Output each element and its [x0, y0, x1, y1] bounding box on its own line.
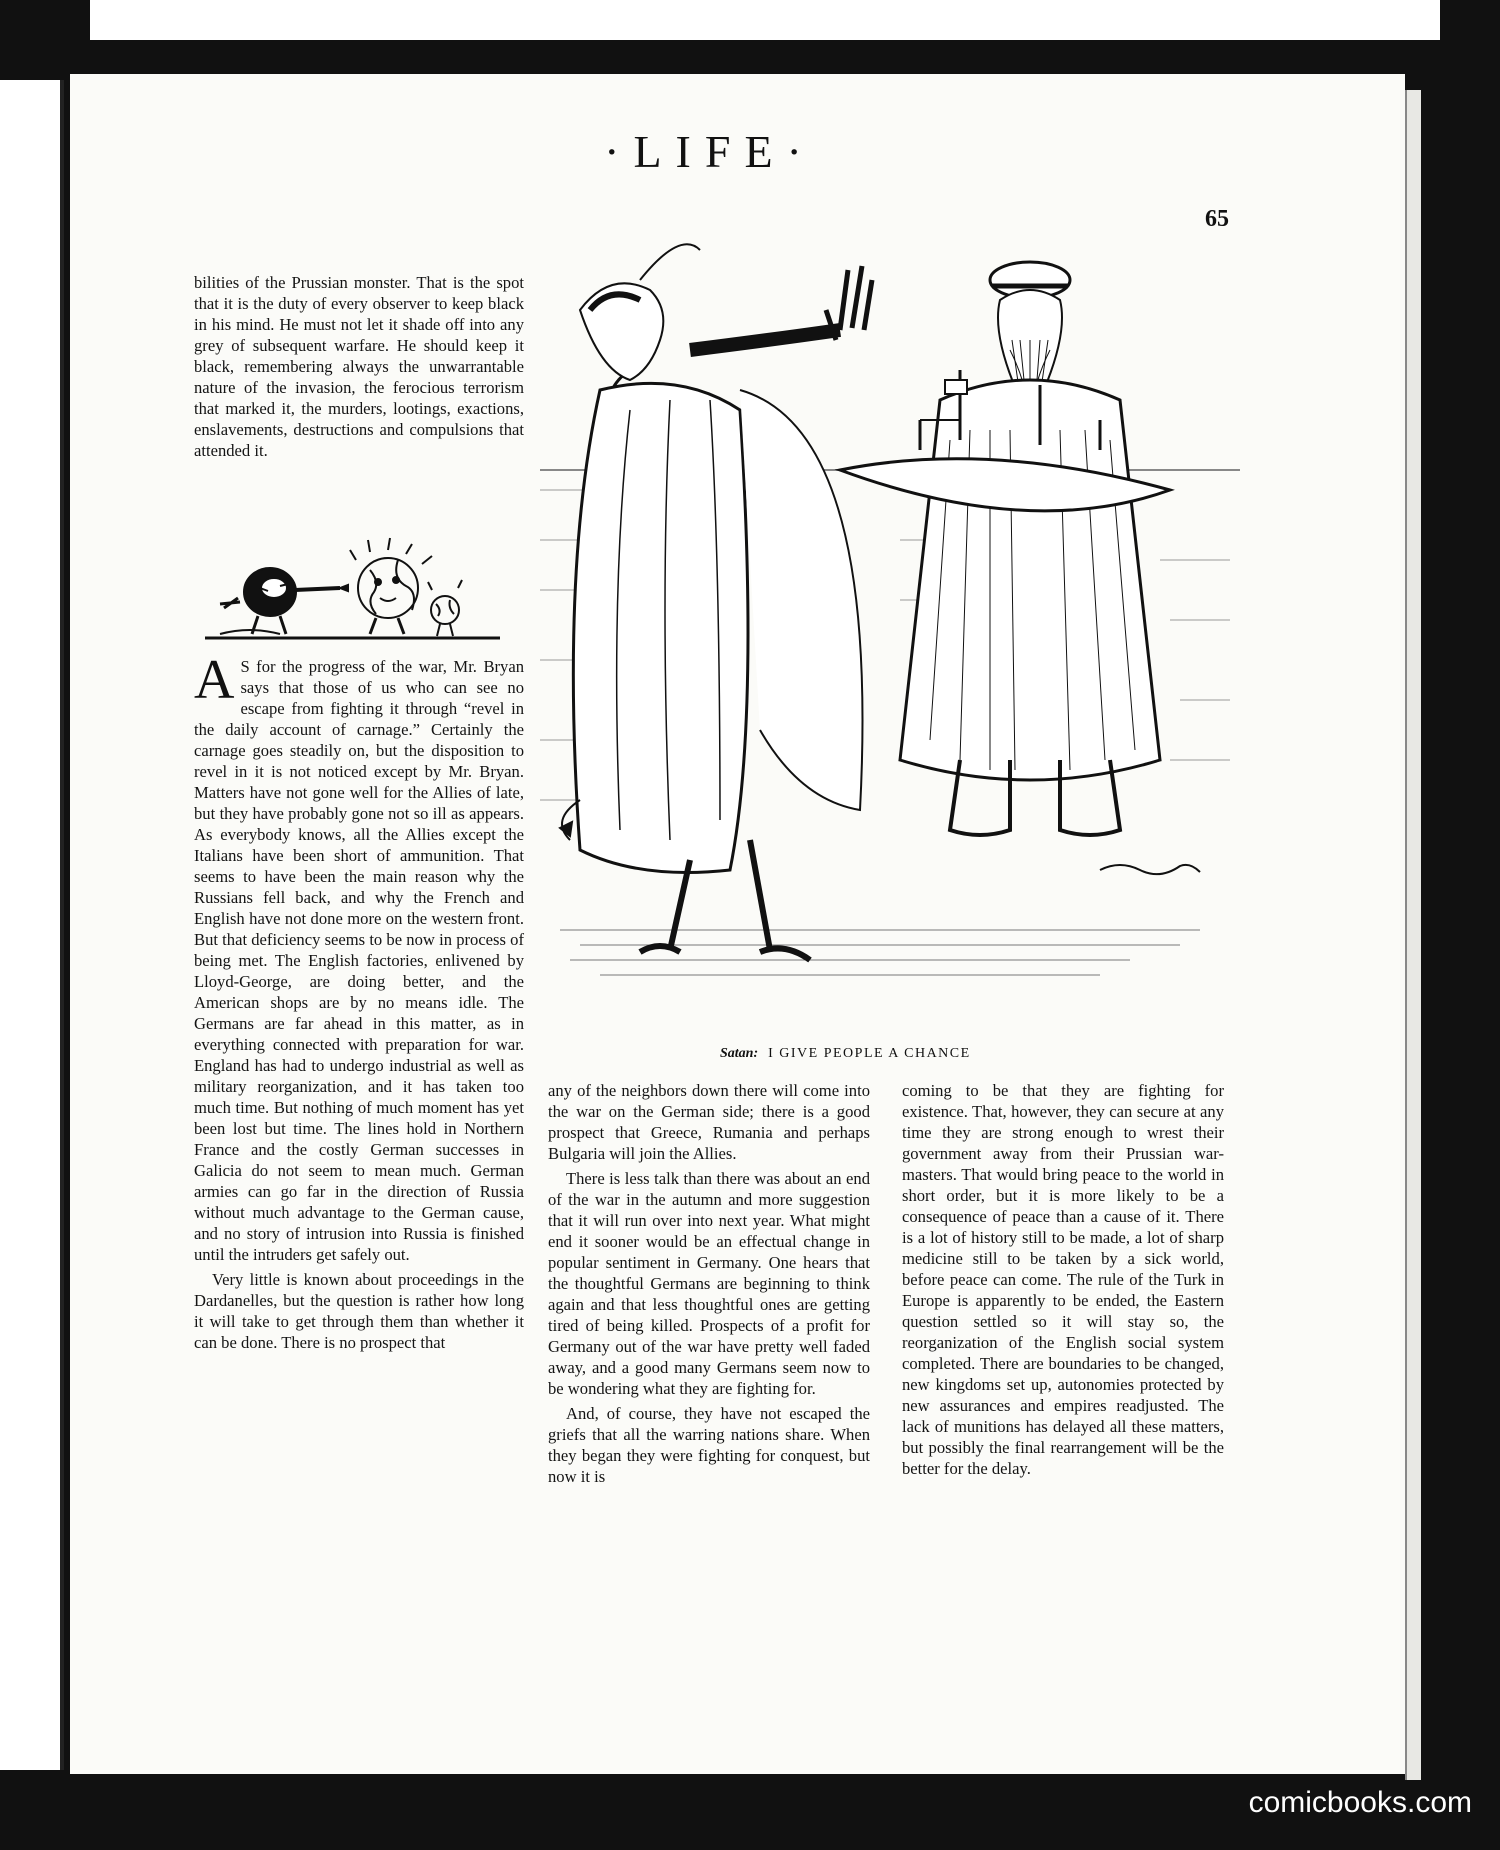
paragraph: And, of course, they have not escaped the griefs that all the warring nations share. When they began they were fighting for conquest, but now it is — [548, 1404, 870, 1486]
paragraph: any of the neighbors down there will come into the war on the German side; there is a good prospect that Greece, Rumania and perhaps Bulgaria will join the Allies. — [548, 1081, 870, 1163]
dropcap: A — [194, 649, 235, 711]
cartoon-caption — [720, 1046, 971, 1062]
page-number: 65 — [1205, 206, 1229, 232]
caption-line: I GIVE PEOPLE A CHANCE — [768, 1046, 971, 1061]
paragraph: Very little is known about proceedings in the Dardanelles, but the question is rather how long it will take to get through them than whether it can be done. There is no prospect that — [194, 1270, 524, 1352]
column-3-text — [902, 1080, 1224, 1479]
paragraph: coming to be that they are fighting for existence. That, however, they can secure at any time they are strong enough to wrest their government away from their Prussian war-masters. That would bring peace to the world in short order, but it is more likely to be a consequence of peace than a cause of it. There is a lot of history still to be made, a lot of sharp medicine still to be taken by a sick world, before peace can come. The rule of the Turk in Europe is apparently to be ended, the Eastern question settled so it will stay so, the reorganization of the English social system completed. There are boundaries to be changed, new kingdoms set up, autonomies protected by new assurances and empires readjusted. The lack of munitions has delayed all these matters, but possibly the final rearrangement will be the better for the delay. — [902, 1081, 1224, 1478]
column-2-text — [548, 1080, 870, 1487]
caption-speaker: Satan: — [720, 1046, 759, 1061]
spot-illustration-kaiser-and-globe — [200, 530, 520, 650]
cartoon-satan-and-kaiser — [540, 240, 1240, 1020]
paragraph-with-dropcap — [194, 649, 524, 1265]
paragraph-text: S for the progress of the war, Mr. Bryan says that those of us who can see no escape from fighting it through “revel in the daily account of carnage.” Certainly the carnage goes steadily on, but the disposition to revel in it is not noticed except by Mr. Bryan. Matters have not gone well for the Allies of late, but they have probably gone not so ill as appears. As everybody knows, all the Allies except the Italians have been short of ammunition. That seems to have been the main reason why the Russians fell back, and why the French and English have not done more on the western front. But that deficiency seems to be now in process of being met. The English factories, enlivened by Lloyd-George, are doing better, and the American shops are by no means idle. The Germans are far ahead in this matter, as in everything connected with preparation for war. England has had to undergo industrial as well as military reorganization, and it has taken too much time. But nothing of much moment has yet been lost but time. The lines hold in Northern France and the costly German successes in Galicia do not seem to mean much. German armies can go far in the direction of Russia without much advantage to the German cause, and no story of intrusion into Russia is finished until the intruders get safely out. — [194, 657, 524, 1264]
column-1-main-text — [194, 649, 524, 1353]
adjacent-page-top — [90, 0, 1440, 40]
paragraph: bilities of the Prussian monster. That is the spot that it is the duty of every observer to keep black in his mind. He must not let it shade off into any grey of subsequent warfare. He should keep it black, remembering always the unwarrantable nature of the invasion, the ferocious terrorism that marked it, the murders, lootings, exactions, enslavements, destructions and compulsions that attended it. — [194, 273, 524, 460]
page-edge — [1405, 90, 1421, 1780]
paragraph: There is less talk than there was about an end of the war in the autumn and more suggestion that it will run over into next year. What might end it sooner would be an effectual change in popular sentiment in Germany. One hears that the thoughtful Germans are beginning to think again and that less thoughtful ones are getting tired of being killed. Prospects of a profit for Germany out of the war have pretty well faded away, and a good many Germans seem now to be wondering what they are fighting for. — [548, 1169, 870, 1398]
site-watermark: comicbooks.com — [1248, 1786, 1472, 1819]
magazine-title: ·LIFE· — [604, 126, 816, 177]
column-1-top-text — [194, 272, 524, 461]
adjacent-page-left — [0, 80, 64, 1770]
